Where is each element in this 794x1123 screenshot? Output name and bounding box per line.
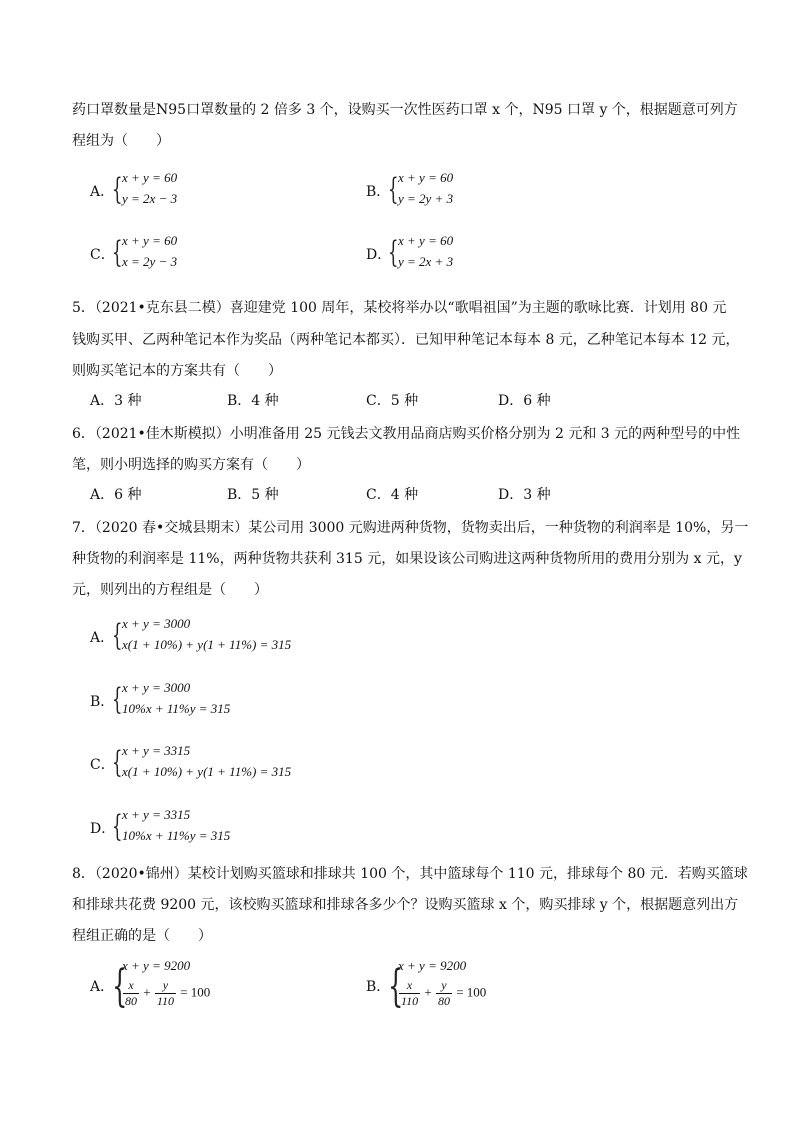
equation: x + y = 3000 — [122, 616, 191, 631]
q4-option-b[interactable] — [366, 170, 626, 214]
q4-option-d[interactable] — [366, 233, 626, 277]
brace-icon: { — [112, 809, 123, 844]
q6-option-c[interactable]: C．4 种 — [366, 487, 419, 503]
brace-icon: { — [388, 235, 399, 270]
option-label: A． — [90, 184, 115, 200]
option-label: D． — [366, 247, 392, 263]
brace-icon: { — [388, 172, 399, 207]
option-label: B． — [366, 184, 391, 200]
equation: 10%x + 11%y = 315 — [122, 701, 231, 716]
fraction: $\frac{y}{80}$ — [437, 978, 450, 1008]
fraction: $\frac{x}{110}$ — [401, 978, 419, 1008]
brace-icon: { — [112, 745, 123, 780]
q5-text-line-3: 则购买笔记本的方案共有（ ） — [72, 363, 282, 379]
equation: x + y = 60 — [398, 233, 454, 248]
q5-option-d[interactable]: D．6 种 — [498, 393, 551, 409]
q6-option-a[interactable]: A．6 种 — [90, 487, 142, 503]
q6-text-line-1: 6．（2021•佳木斯模拟）小明准备用 25 元钱去文教用品商店购买价格分别为 2 元和 3 元的两种型号的中性 — [72, 426, 741, 442]
equation: x + y = 3315 — [122, 743, 191, 758]
q7-text-line-3: 元，则列出的方程组是（ ） — [72, 582, 268, 598]
equation: y = 2y + 3 — [398, 191, 454, 206]
brace-icon: { — [388, 961, 404, 1012]
equation: x + y = 3000 — [122, 680, 191, 695]
q5-option-a[interactable]: A．3 种 — [90, 393, 142, 409]
q5-text-line-1: 5．（2021•克东县二模）喜迎建党 100 周年，某校将举办以“歌唱祖国”为主题的歌咏比赛．计划用 80 元 — [72, 300, 727, 316]
equation: x + y = 9200 — [122, 958, 191, 973]
q8-text-line-2: 和排球共花费 9200 元，该校购买篮球和排球各多少个？设购买篮球 x 个，购买排球 y 个，根据题意列出方 — [72, 897, 739, 913]
equation: 10%x + 11%y = 315 — [122, 828, 231, 843]
option-label: D． — [90, 821, 116, 837]
q7-option-a[interactable] — [90, 616, 410, 660]
equation: y = 2x + 3 — [398, 254, 454, 269]
q7-text-line-1: 7．（2020 春•交城县期末）某公司用 3000 元购进两种货物，货物卖出后，一种货物的利润率是 10%，另一 — [72, 520, 749, 536]
option-label: C． — [90, 757, 115, 773]
q5-option-c[interactable]: C．5 种 — [366, 393, 419, 409]
equation: $\frac{x}{80}$ + $\frac{y}{110}$ = 100 — [125, 978, 211, 1008]
equation: x + y = 3315 — [122, 807, 191, 822]
q6-option-d[interactable]: D．3 种 — [498, 487, 551, 503]
equation: x + y = 60 — [398, 170, 454, 185]
equation: y = 2x − 3 — [122, 191, 178, 206]
equation: x + y = 60 — [122, 233, 178, 248]
q8-text-line-3: 程组正确的是（ ） — [72, 928, 212, 944]
option-label: B． — [90, 694, 115, 710]
brace-icon: { — [112, 235, 123, 270]
equation: x + y = 60 — [122, 170, 178, 185]
q7-option-c[interactable] — [90, 743, 410, 787]
option-label: A． — [90, 979, 115, 995]
q8-option-b[interactable] — [366, 958, 626, 1022]
q7-option-b[interactable] — [90, 680, 410, 724]
option-label: C． — [90, 247, 115, 263]
q6-text-line-2: 笔，则小明选择的购买方案有（ ） — [72, 457, 310, 473]
option-label: A． — [90, 630, 115, 646]
brace-icon: { — [112, 172, 123, 207]
q8-text-line-1: 8．（2020•锦州）某校计划购买篮球和排球共 100 个，其中篮球每个 110 元，排球每个 80 元．若购买篮球 — [72, 866, 748, 882]
brace-icon: { — [112, 961, 128, 1012]
q8-option-a[interactable] — [90, 958, 350, 1022]
fraction: $\frac{x}{80}$ — [125, 978, 137, 1008]
equation: x + y = 9200 — [398, 958, 467, 973]
q5-text-line-2: 钱购买甲、乙两种笔记本作为奖品（两种笔记本都买）．已知甲种笔记本每本 8 元，乙种笔记本每本 12 元， — [72, 332, 740, 348]
equation: x(1 + 10%) + y(1 + 11%) = 315 — [122, 637, 292, 652]
q4-text-line-1: 药口罩数量是N95口罩数量的 2 倍多 3 个，设购买一次性医药口罩 x 个，N95 口罩 y 个，根据题意可列方 — [72, 102, 738, 118]
q4-option-a[interactable] — [90, 170, 350, 214]
brace-icon: { — [112, 682, 123, 717]
brace-icon: { — [112, 618, 123, 653]
q7-option-d[interactable] — [90, 807, 410, 851]
equation: $\frac{x}{110}$ + $\frac{y}{80}$ = 100 — [401, 978, 487, 1008]
q7-text-line-2: 种货物的利润率是 11%，两种货物共获利 315 元，如果设该公司购进这两种货物所用的费用分别为 x 元，y — [72, 551, 742, 567]
q5-option-b[interactable]: B．4 种 — [227, 393, 279, 409]
q4-option-c[interactable] — [90, 233, 350, 277]
equation: x(1 + 10%) + y(1 + 11%) = 315 — [122, 764, 292, 779]
fraction: $\frac{y}{110}$ — [156, 978, 174, 1008]
q4-text-line-2: 程组为（ ） — [72, 133, 170, 149]
q6-option-b[interactable]: B．5 种 — [227, 487, 279, 503]
option-label: B． — [366, 979, 391, 995]
equation: x = 2y − 3 — [122, 254, 178, 269]
